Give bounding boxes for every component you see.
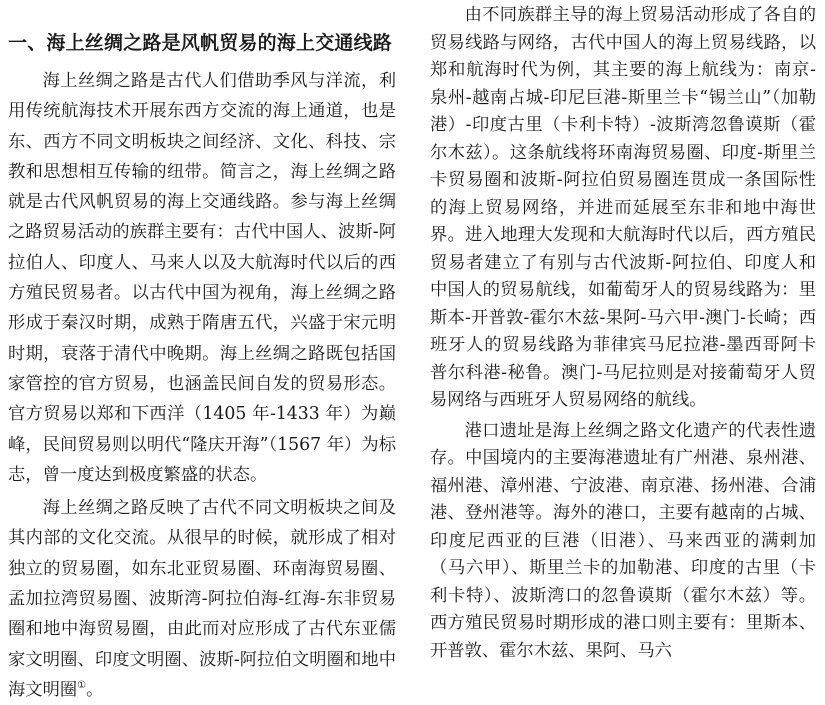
paragraph-2 xyxy=(8,493,396,705)
paragraph-4: 港口遗址是海上丝绸之路文化遗产的代表性遗存。中国境内的主要海港遗址有广州港、泉州港、福州港、漳州港、宁波港、南京港、扬州港、合浦港、登州港等。海外的港口，主要有越南的占城、印度尼西亚的巨港（旧港）、马来西亚的满剌加（马六甲）、斯里兰卡的加勒港、印度的古里（卡利卡特）、波斯湾口的忽鲁谟斯（霍尔木兹）等。西方殖民贸易时期形成的港口则主要有：里斯本、开普敦、霍尔木兹、果阿、马六 xyxy=(430,420,816,661)
paragraph-1: 海上丝绸之路是古代人们借助季风与洋流，利用传统航海技术开展东西方交流的海上通道，也是东、西方不同文明板块之间经济、文化、科技、宗教和思想相互传输的纽带。简言之，海上丝绸之路就是古代风帆贸易的海上交通线路。参与海上丝绸之路贸易活动的族群主要有：古代中国人、波斯-阿拉伯人、印度人、马来人以及大航海时代以后的西方殖民贸易者。以古代中国为视角，海上丝绸之路形成于秦汉时期，成熟于隋唐五代，兴盛于宋元明时期，衰落于清代中晚期。海上丝绸之路既包括国家管控的官方贸易，也涵盖民间自发的贸易形态。官方贸易以郑和下西洋（1405 年-1433 年）为巅峰，民间贸易则以明代“隆庆开海”（1567 年）为标志，曾一度达到极度繁盛的状态。 xyxy=(8,71,396,485)
section-heading: 一、海上丝绸之路是风帆贸易的海上交通线路 xyxy=(8,32,393,54)
paragraph-2-end: 。 xyxy=(86,679,104,700)
paragraph-3: 由不同族群主导的海上贸易活动形成了各自的贸易线路与网络，古代中国人的海上贸易线路，以郑和航海时代为例，其主要的海上航线为：南京-泉州-越南占城-印尼巨港-斯里兰卡“锡兰山”（加勒港）-印度古里（卡利卡特）-波斯湾忽鲁谟斯（霍尔木兹）。这条航线将环南海贸易圈、印度-斯里兰卡贸易圈和波斯-阿拉伯贸易圈连贯成一条国际性的海上贸易网络，并进而延展至东非和地中海世界。进入地理大发现和大航海时代以后，西方殖民贸易者建立了有别与古代波斯-阿拉伯、印度人和中国人的贸易航线，如葡萄牙人的贸易线路为：里斯本-开普敦-霍尔木兹-果阿-马六甲-澳门-长崎；西班牙人的贸易线路为菲律宾马尼拉港-墨西哥阿卡普尔科港-秘鲁。澳门-马尼拉则是对接葡萄牙人贸易网络与西班牙人贸易网络的航线。 xyxy=(430,5,816,410)
left-column xyxy=(8,0,396,705)
right-column xyxy=(430,0,816,665)
footnote-marker[interactable]: ① xyxy=(77,680,87,692)
paragraph-2-text: 海上丝绸之路反映了古代不同文明板块之间及其内部的文化交流。从很早的时候，就形成了相对独立的贸易圈，如东北亚贸易圈、环南海贸易圈、孟加拉湾贸易圈、波斯湾-阿拉伯海-红海-东非贸易圈和地中海贸易圈，由此而对应形成了古代东亚儒家文明圈、印度文明圈、波斯-阿拉伯文明圈和地中海文明圈 xyxy=(8,498,396,700)
